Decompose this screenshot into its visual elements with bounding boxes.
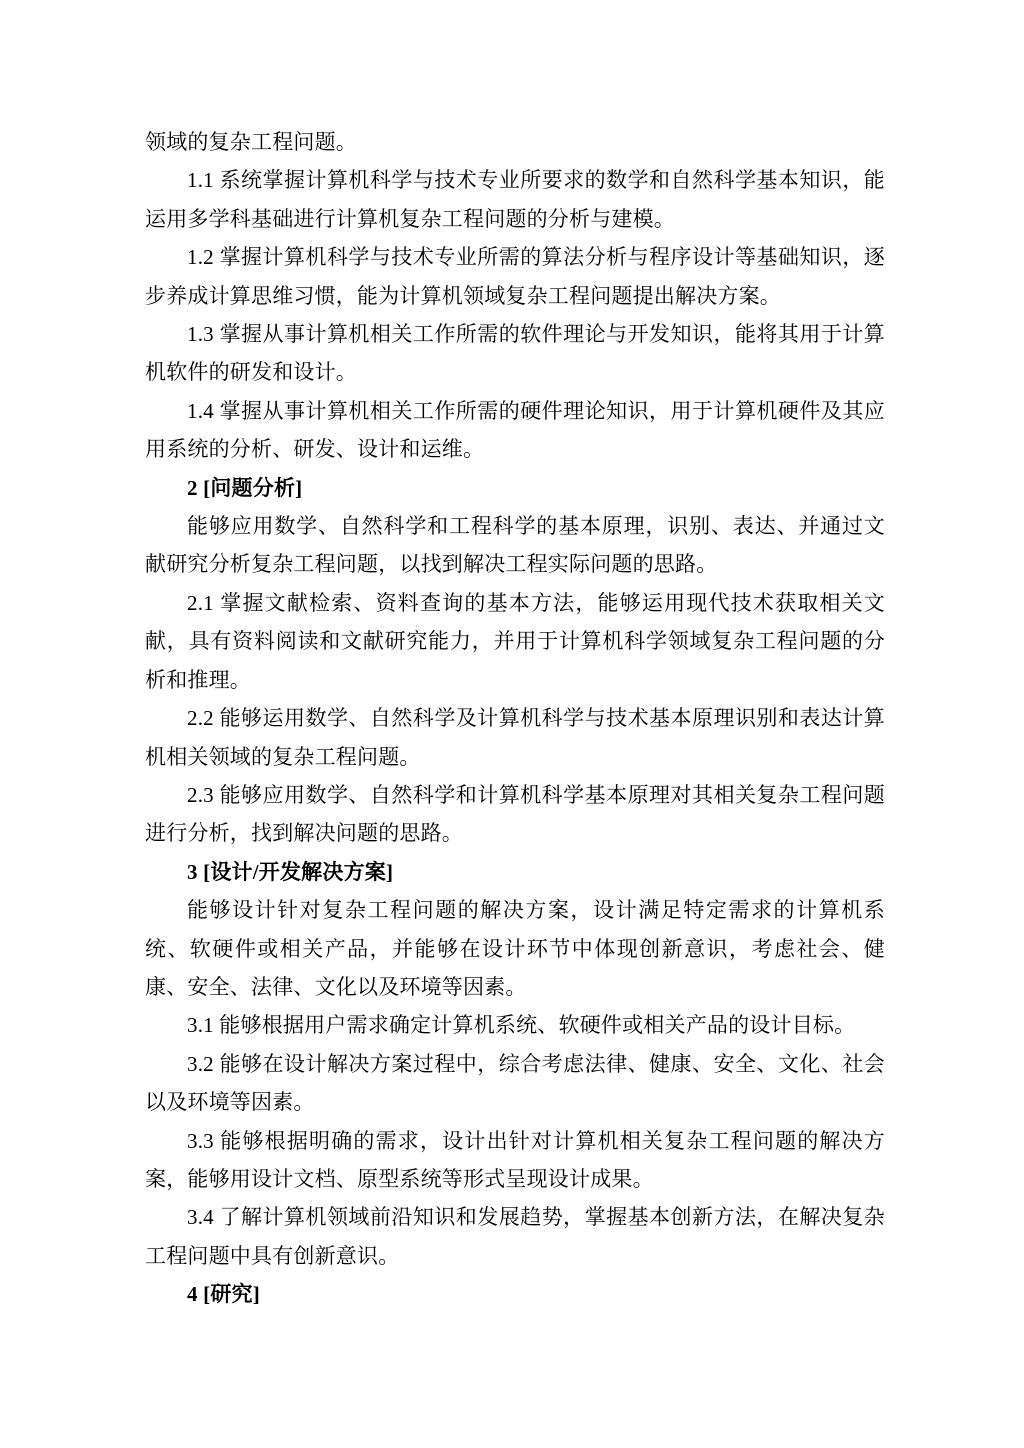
section-heading-3-design-develop-solutions: 3 [设计/开发解决方案] (187, 859, 394, 884)
paragraph-item-1-4: 1.4 掌握从事计算机相关工作所需的硬件理论知识，用于计算机硬件及其应用系统的分析、研发、设计和运维。 (145, 398, 885, 462)
paragraph-item-3-2: 3.2 能够在设计解决方案过程中，综合考虑法律、健康、安全、文化、社会以及环境等因素。 (145, 1051, 885, 1115)
paragraph-section-3-intro: 能够设计针对复杂工程问题的解决方案，设计满足特定需求的计算机系统、软硬件或相关产品，并能够在设计环节中体现创新意识，考虑社会、健康、安全、法律、文化以及环境等因素。 (145, 898, 885, 999)
paragraph-item-2-3: 2.3 能够应用数学、自然科学和计算机科学基本原理对其相关复杂工程问题进行分析，找到解决问题的思路。 (145, 782, 885, 846)
paragraph-item-2-2: 2.2 能够运用数学、自然科学及计算机科学与技术基本原理识别和表达计算机相关领域的复杂工程问题。 (145, 706, 885, 769)
paragraph-item-1-3: 1.3 掌握从事计算机相关工作所需的软件理论与开发知识，能将其用于计算机软件的研发和设计。 (145, 322, 885, 385)
paragraph-item-1-1: 1.1 系统掌握计算机科学与技术专业所要求的数学和自然科学基本知识，能运用多学科基础进行计算机复杂工程问题的分析与建模。 (145, 168, 885, 231)
paragraph-item-2-1: 2.1 掌握文献检索、资料查询的基本方法，能够运用现代技术获取相关文献，具有资料阅读和文献研究能力，并用于计算机科学领域复杂工程问题的分析和推理。 (145, 590, 885, 692)
paragraph-section-2-intro: 能够应用数学、自然科学和工程科学的基本原理，识别、表达、并通过文献研究分析复杂工程问题，以找到解决工程实际问题的思路。 (145, 514, 885, 577)
section-heading-2-problem-analysis: 2 [问题分析] (187, 475, 303, 500)
section-heading-4-research: 4 [研究] (187, 1282, 260, 1307)
paragraph-item-3-3: 3.3 能够根据明确的需求，设计出针对计算机相关复杂工程问题的解决方案，能够用设计文档、原型系统等形式呈现设计成果。 (145, 1128, 885, 1191)
document-body (145, 123, 885, 1314)
paragraph-item-3-1: 3.1 能够根据用户需求确定计算机系统、软硬件或相关产品的设计目标。 (187, 1013, 856, 1038)
paragraph-item-1-2: 1.2 掌握计算机科学与技术专业所需的算法分析与程序设计等基础知识，逐步养成计算思维习惯，能为计算机领域复杂工程问题提出解决方案。 (145, 245, 885, 308)
paragraph-intro-continuation: 领域的复杂工程问题。 (145, 130, 357, 154)
paragraph-item-3-4: 3.4 了解计算机领域前沿知识和发展趋势，掌握基本创新方法，在解决复杂工程问题中具有创新意识。 (145, 1205, 885, 1268)
